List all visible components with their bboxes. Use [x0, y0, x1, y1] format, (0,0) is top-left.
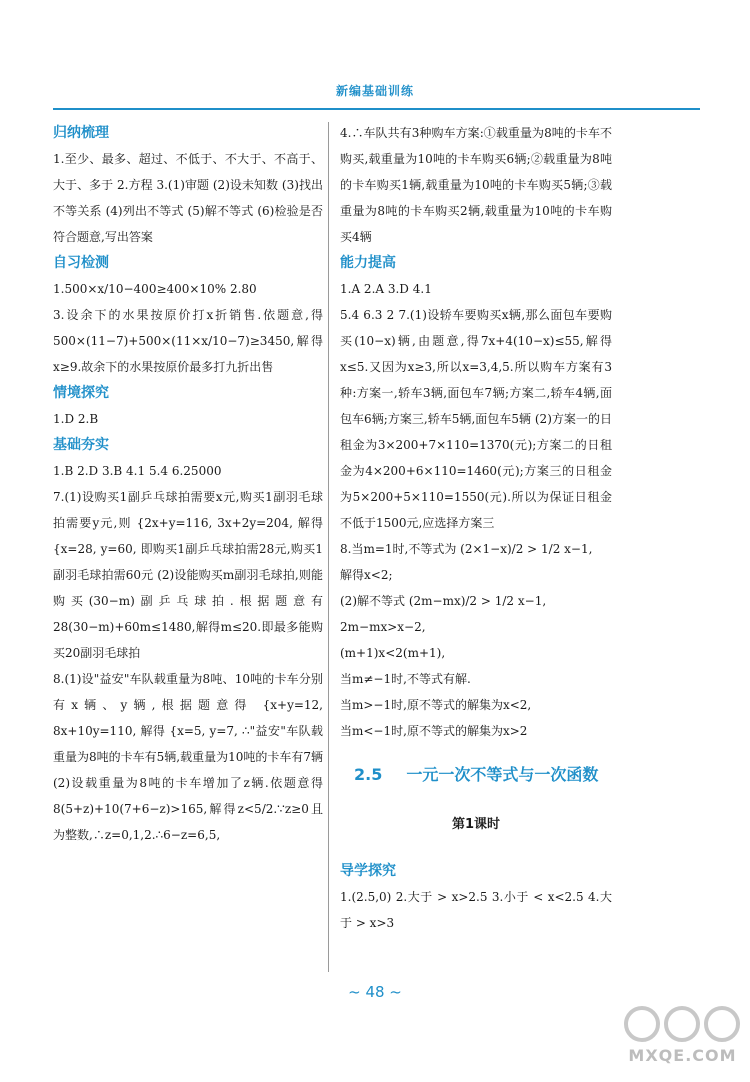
chapter-heading [354, 762, 612, 788]
answer-paragraph: 4.∴车队共有3种购车方案:①载重量为8吨的卡车不购买,载重量为10吨的卡车购买6辆;②载重量为8吨的卡车购买1辆,载重量为10吨的卡车购买5辆;③载重量为8吨的卡车购买2辆,载重量为10吨的卡车购买4辆 [340, 126, 612, 244]
page-number: ~ 48 ~ [348, 983, 402, 1001]
answer-paragraph: 7.(1)设购买1副乒乓球拍需要x元,购买1副羽毛球拍需要y元,则 {2x+y=116, 3x+2y=204, 解得 {x=28, y=60, 即购买1副乒乓球拍需28元,购买1副羽毛球拍需60元 (2)设能购买m副羽毛球拍,则能购买(30−m)副乒乓球拍.根据题意有28(30−m)+60m≤1480,解得m≤20.即最多能购买20副羽毛球拍 [53, 490, 323, 660]
answer-paragraph: 5.4 6.3 2 7.(1)设轿车要购买x辆,那么面包车要购买(10−x)辆,由题意,得7x+4(10−x)≤55,解得x≤5.又因为x≥3,所以x=3,4,5.所以购车方案有3种:方案一,轿车3辆,面包车7辆;方案二,轿车4辆,面包车6辆;方案三,轿车5辆,面包车5辆 (2)方案一的日租金为3×200+7×110=1370(元);方案二的日租金为4×200+6×110=1460(元);方案三的日租金为5×200+5×110=1550(元).所以为保证日租金不低于1500元,应选择方案三 [340, 308, 612, 530]
answer-paragraph: 当m<−1时,原不等式的解集为x>2 [340, 724, 528, 738]
answer-paragraph: 8.当m=1时,不等式为 (2×1−x)/2 > 1/2 x−1, [340, 542, 593, 556]
answer-paragraph: (2)解不等式 (2m−mx)/2 > 1/2 x−1, [340, 594, 547, 608]
answer-paragraph: 1.至少、最多、超过、不低于、不大于、不高于、大于、多于 2.方程 3.(1)审题 (2)设未知数 (3)找出不等关系 (4)列出不等式 (5)解不等式 (6)检验是否符合题意,写出答案 [53, 152, 323, 244]
answer-paragraph: 1.500×x/10−400≥400×10% 2.80 [53, 282, 257, 296]
answer-paragraph: 解得x<2; [340, 568, 393, 582]
answer-paragraph: (m+1)x<2(m+1), [340, 646, 446, 660]
watermark-text: MXQE.COM [628, 1046, 737, 1065]
section-title-ability: 能力提高 [340, 255, 396, 271]
chapter-title: 一元一次不等式与一次函数 [406, 765, 599, 784]
section-title-explore: 情境探究 [53, 385, 109, 401]
section-title-summary: 归纳梳理 [53, 125, 109, 141]
section-title-self-check: 自习检测 [53, 255, 109, 271]
chapter-number: 2.5 [354, 765, 383, 784]
answer-paragraph: 1.B 2.D 3.B 4.1 5.4 6.25000 [53, 464, 222, 478]
lesson-title: 第1课时 [451, 817, 501, 832]
section-title-basics: 基础夯实 [53, 437, 109, 453]
watermark-logo-icon [620, 1000, 745, 1050]
answer-paragraph: 8.(1)设"益安"车队载重量为8吨、10吨的卡车分别有x辆、y辆,根据题意得 {x+y=12, 8x+10y=110, 解得 {x=5, y=7, ∴"益安"车队载重量为8吨的卡车有5辆,载重量为10吨的卡车有7辆 (2)设载重量为8吨的卡车增加了z辆.依题意得8(5+z)+10(7+6−z)>165,解得z<5/2.∵z≥0且为整数,∴z=0,1,2.∴6−z=6,5, [53, 672, 323, 842]
answer-paragraph: 1.A 2.A 3.D 4.1 [340, 282, 432, 296]
answer-paragraph: 3.设余下的水果按原价打x折销售.依题意,得500×(11−7)+500×(11×x/10−7)≥3450,解得x≥9.故余下的水果按原价最多打九折出售 [53, 308, 323, 374]
watermark [620, 1000, 745, 1076]
left-column [53, 120, 323, 848]
running-header [0, 80, 750, 99]
answer-paragraph: 当m≠−1时,不等式有解. [340, 672, 471, 686]
right-column [340, 120, 612, 936]
answer-paragraph: 当m>−1时,原不等式的解集为x<2, [340, 698, 532, 712]
book-series-title: 新编基础训练 [335, 84, 414, 98]
answer-paragraph: 2m−mx>x−2, [340, 620, 426, 634]
column-divider [328, 122, 329, 972]
section-title-guided: 导学探究 [340, 863, 396, 879]
answer-paragraph: 1.(2.5,0) 2.大于 > x>2.5 3.小于 < x<2.5 4.大于 > x>3 [340, 890, 612, 930]
header-rule [53, 108, 700, 110]
answer-paragraph: 1.D 2.B [53, 412, 99, 426]
